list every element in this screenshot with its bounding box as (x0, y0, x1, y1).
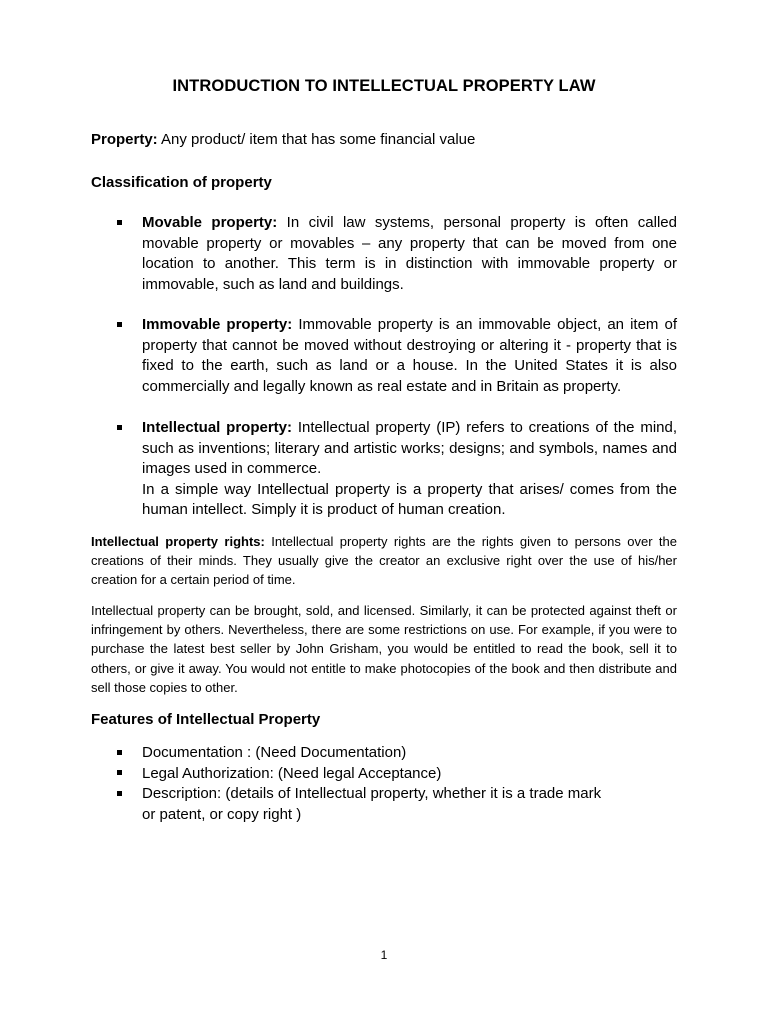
list-item-body: In civil law systems, personal property is often called movable property or movables – any property that can be moved from one location to another. This term is in distinction with immovable property or immovable, such as land and buildings. (142, 214, 677, 293)
property-label: Property: (91, 131, 158, 148)
classification-heading: Classification of property (91, 174, 272, 191)
ipr-text: Intellectual property rights are the rights given to persons over the creations of their minds. They usually give the creator an exclusive right over the use of his/her creation for a certain period of time. (91, 534, 677, 588)
list-item-intellectual-property (117, 418, 677, 521)
property-definition (91, 130, 475, 150)
bullet-icon (117, 213, 125, 233)
bullet-icon (117, 764, 125, 784)
features-heading: Features of Intellectual Property (91, 711, 321, 728)
feature-text: Legal Authorization: (Need legal Acceptance) (142, 764, 442, 782)
list-item-label: Movable property: (142, 214, 278, 231)
list-item-label: Immovable property: (142, 316, 293, 333)
list-item-body: Intellectual property (IP) refers to creations of the mind, such as inventions; literary and artistic works; designs; and symbols, names and images used in commerce. (142, 419, 678, 477)
features-list (117, 743, 677, 825)
document-title: INTRODUCTION TO INTELLECTUAL PROPERTY LAW (172, 77, 596, 95)
list-item-text (142, 315, 677, 397)
property-text: Any product/ item that has some financial value (157, 131, 476, 148)
list-item (117, 784, 617, 825)
list-item (117, 764, 677, 785)
list-item-immovable-property (117, 315, 677, 397)
list-item-movable-property (117, 213, 677, 295)
bullet-icon (117, 315, 125, 335)
ipr-paragraph (91, 532, 677, 590)
page-number: 1 (380, 948, 388, 962)
list-item-text (142, 418, 677, 521)
list-item (117, 743, 677, 764)
feature-text: Description: (details of Intellectual property, whether it is a trade mark or patent, or copy right ) (142, 785, 602, 823)
list-item-extra: In a simple way Intellectual property is a property that arises/ comes from the human intellect. Simply it is product of human creation. (142, 480, 677, 518)
list-item-body: Immovable property is an immovable object, an item of property that cannot be moved without destroying or altering it - property that is fixed to the earth, such as land or a house. In the United States it is also commercially and legally known as real estate and in Britain as property. (142, 316, 677, 395)
list-item-text (142, 213, 677, 295)
ipr-label: Intellectual property rights: (91, 534, 265, 549)
list-item-label: Intellectual property: (142, 419, 293, 436)
bullet-icon (117, 418, 125, 438)
bullet-icon (117, 743, 125, 763)
ip-trade-paragraph: Intellectual property can be brought, sold, and licensed. Similarly, it can be protected against theft or infringement by others. Nevertheless, there are some restrictions on use. For example, if you were to purchase the latest best seller by John Grisham, you would be entitled to read the book, sell it to others, or give it away. You would not entitle to make photocopies of the book and then distribute and sell those copies to other. (91, 603, 677, 695)
feature-text: Documentation : (Need Documentation) (142, 744, 407, 761)
bullet-icon (117, 784, 125, 804)
